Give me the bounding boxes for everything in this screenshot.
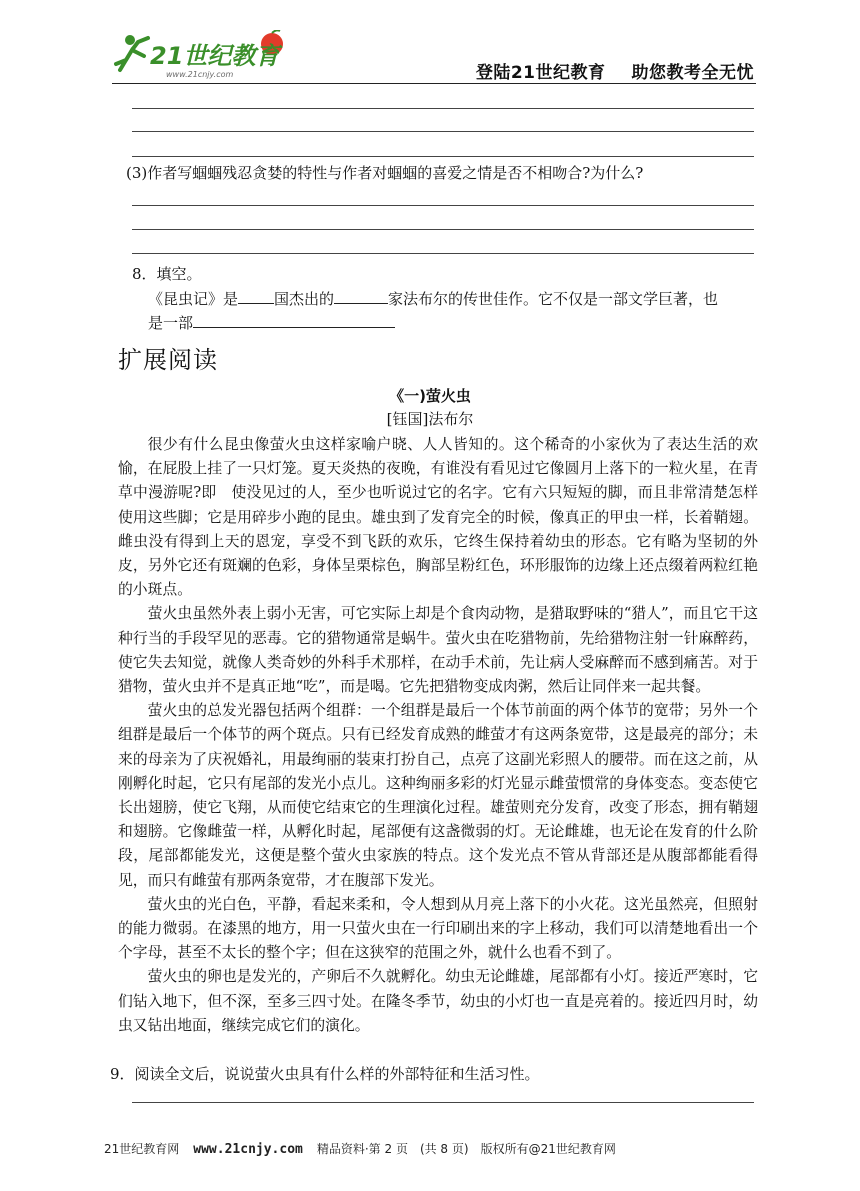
fill-blank[interactable]	[238, 286, 274, 304]
question-8-text-d: 是一部	[148, 314, 194, 332]
answer-line	[132, 131, 754, 132]
essay-paragraph: 萤火虫的总发光器包括两个组群：一个组群是最后一个体节前面的两个体节的宽带；另外一个组群是最后一个体节的两个斑点。只有已经发育成熟的雌萤才有这两条宽带，这是最亮的部分；未来的母亲为了庆祝婚礼，用最绚丽的装束打扮自己，点亮了这副光彩照人的腰带。而在这之前，从刚孵化时起，它只有尾部的发光小点儿。这种绚丽多彩的灯光显示雌萤惯常的身体变态。变态使它长出翅膀，使它飞翔，从而使它结束它的生理演化过程。雄萤则充分发育，改变了形态，拥有鞘翅和翅膀。它像雌萤一样，从孵化时起，尾部便有这盏微弱的灯。无论雌雄，也无论在发育的什么阶段，尾部都能发光，这便是整个萤火虫家族的特点。这个发光点不管从背部还是从腹部都能看得见，而只有雌萤有那两条宽带，才在腹部下发光。	[118, 702, 758, 889]
slogan-right: 助您教考全无忧	[631, 63, 754, 83]
page-footer	[104, 1140, 616, 1157]
answer-line	[132, 1102, 754, 1103]
essay-body	[118, 433, 758, 1038]
footer-page-info: 精品资料·第 2 页 (共 8 页)	[316, 1142, 469, 1156]
fill-blank[interactable]	[334, 286, 388, 304]
question-8-text-c: 家法布尔的传世佳作。它不仅是一部文学巨著，也	[388, 290, 719, 308]
essay-title: 《一)萤火虫	[389, 387, 471, 405]
essay-paragraph: 萤火虫的光白色，平静，看起来柔和，令人想到从月亮上落下的小火花。这光虽然亮，但照射的能力微弱。在漆黑的地方，用一只萤火虫在一行印刷出来的字上移动，我们可以清楚地看出一个个字母，甚至不太长的整个字；但在这狭窄的范围之外，就什么也看不到了。	[118, 895, 758, 962]
footer-copyright: 版权所有@21世纪教育网	[480, 1142, 616, 1156]
site-logo[interactable]	[112, 30, 312, 82]
answer-line	[132, 156, 754, 157]
section-title: 扩展阅读	[118, 346, 218, 374]
header-slogan	[476, 58, 754, 83]
page-header	[0, 0, 860, 88]
question-8-text-b: 国杰出的	[274, 290, 335, 308]
answer-line	[132, 229, 754, 230]
answer-line	[132, 205, 754, 206]
essay-author: [钰国]法布尔	[386, 410, 474, 428]
logo-url: www.21cnjy.com	[166, 70, 234, 79]
question-3-text: (3)作者写蝈蝈残忍贪婪的特性与作者对蝈蝈的喜爱之情是否不相吻合?为什么?	[126, 164, 644, 182]
essay-paragraph: 萤火虫的卵也是发光的，产卵后不久就孵化。幼虫无论雌雄，尾部都有小灯。接近严寒时，它们钻入地下，但不深，至多三四寸处。在隆冬季节，幼虫的小灯也一直是亮着的。接近四月时，幼虫又钻出地面，继续完成它们的演化。	[118, 968, 758, 1034]
footer-left: 21世纪教育网	[104, 1142, 180, 1156]
logo-graphic	[112, 30, 312, 82]
question-8-line-1	[148, 286, 718, 311]
footer-site-link[interactable]: www.21cnjy.com	[193, 1142, 303, 1157]
question-9-text: 9．阅读全文后，说说萤火虫具有什么样的外部特征和生活习性。	[110, 1065, 540, 1083]
essay-paragraph: 萤火虫虽然外表上弱小无害，可它实际上却是个食肉动物，是猎取野味的“猎人”，而且它干这种行当的手段罕见的恶毒。它的猎物通常是蜗牛。萤火虫在吃猎物前，先给猎物注射一针麻醉药，使它失去知觉，就像人类奇妙的外科手术那样，在动手术前，先让病人受麻醉而不感到痛苦。对于猎物，萤火虫并不是真正地“吃”，而是喝。它先把猎物变成肉粥，然后让同伴来一起共餐。	[118, 605, 758, 696]
slogan-left: 登陆21世纪教育	[475, 63, 606, 83]
essay-paragraph: 很少有什么昆虫像萤火虫这样家喻户晓、人人皆知的。这个稀奇的小家伙为了表达生活的欢愉，在屁股上挂了一只灯笼。夏天炎热的夜晚，有谁没有看见过它像圆月上落下的一粒火星，在青草中漫游呢?即 使没见过的人，至少也听说过它的名字。它有六只短短的脚，而且非常清楚怎样使用这些脚；它是用碎步小跑的昆虫。雄虫到了发育完全的时候，像真正的甲虫一样，长着鞘翅。雌虫没有得到上天的恩宠，享受不到飞跃的欢乐，它终生保持着幼虫的形态。它有略为坚韧的外皮，另外它还有斑斓的色彩，身体呈栗棕色，胸部呈粉红色，环形服饰的边缘上还点缀着两粒红艳的小斑点。	[118, 436, 758, 599]
header-divider	[112, 83, 756, 84]
question-8-label: 8．填空。	[132, 265, 202, 283]
answer-line	[132, 108, 754, 109]
fill-blank[interactable]	[193, 310, 395, 328]
question-8-line-2	[148, 310, 395, 335]
question-8-text-a: 《昆虫记》是	[148, 290, 239, 308]
logo-text: 21世纪教育	[150, 42, 280, 70]
answer-line	[132, 253, 754, 254]
